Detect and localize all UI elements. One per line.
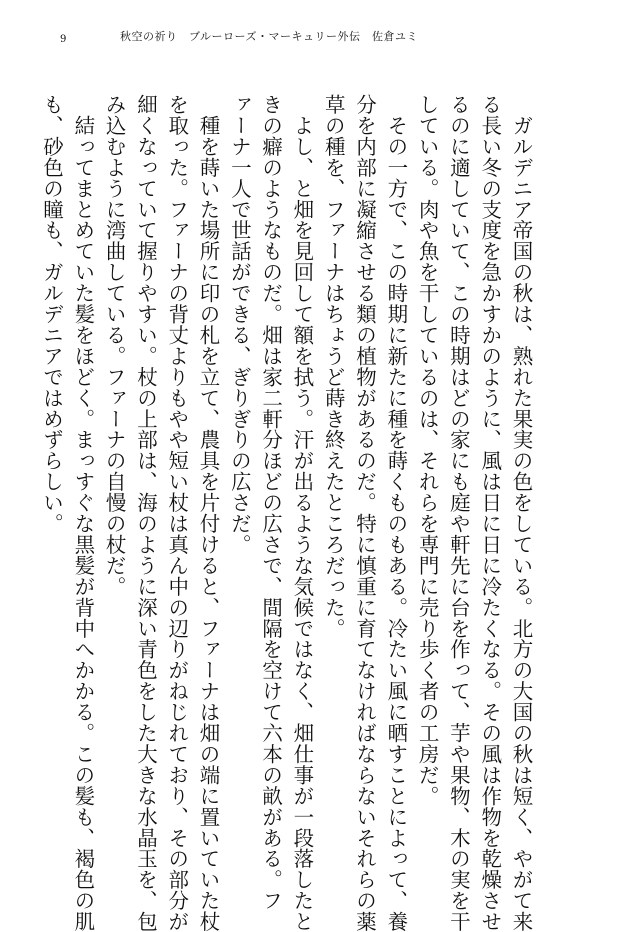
text-line: み込むように湾曲している。ファーナの自慢の杖だ。: [102, 94, 127, 597]
text-line: を取った。ファーナの背丈よりもやや短い杖は真ん中の辺りがねじれており、その部分が: [164, 94, 189, 932]
body-text: [39, 94, 536, 932]
text-line: も、砂色の瞳も、ガルデニアではめずらしい。: [39, 94, 64, 534]
text-line: している。肉や魚を干しているのは、それらを専門に売り歩く者の工房だ。: [415, 94, 440, 807]
text-line: 結ってまとめていた髪をほどく。まっすぐな黒髪が背中へかかる。この髪も、褐色の肌: [70, 94, 95, 932]
text-line: る長い冬の支度を急かすかのように、風は日に日に冷たくなる。その風は作物を乾燥させ: [477, 94, 502, 932]
running-header: 秋空の祈り ブルーローズ・マーキュリー外伝 佐倉ユミ: [120, 30, 419, 43]
page-number: 9: [60, 34, 67, 45]
text-line: ガルデニア帝国の秋は、熟れた果実の色をしている。北方の大国の秋は短く、やがて来: [509, 94, 533, 932]
text-line: きの癖のようなものだ。畑は家二軒分ほどの広さで、間隔を空けて六本の畝がある。フ: [258, 94, 283, 912]
text-line: るのに適していて、この時期はどの家にも庭や軒先に台を作って、芋や果物、木の実を干: [446, 94, 471, 932]
text-line: よし、と畑を見回して額を拭う。汗が出るような気候ではなく、畑仕事が一段落したと: [289, 94, 314, 932]
text-line: 種を蒔いた場所に印の札を立て、農具を片付けると、ファーナは畑の端に置いていた杖: [196, 94, 221, 932]
text-line: 細くなっていて握りやすい。杖の上部は、海のように深い青色をした大きな水晶玉を、包: [133, 94, 158, 932]
text-line: 分を内部に凝縮させる類の植物があるのだ。特に慎重に育てなければならないそれらの薬: [352, 94, 377, 932]
text-line: ァーナ一人で世話ができる、ぎりぎりの広さだ。: [227, 94, 252, 555]
text-line: その一方で、この時期に新たに種を蒔くものもある。冷たい風に晒すことによって、養: [383, 94, 408, 932]
text-line: 草の種を、ファーナはちょうど蒔き終えたところだった。: [321, 94, 346, 639]
